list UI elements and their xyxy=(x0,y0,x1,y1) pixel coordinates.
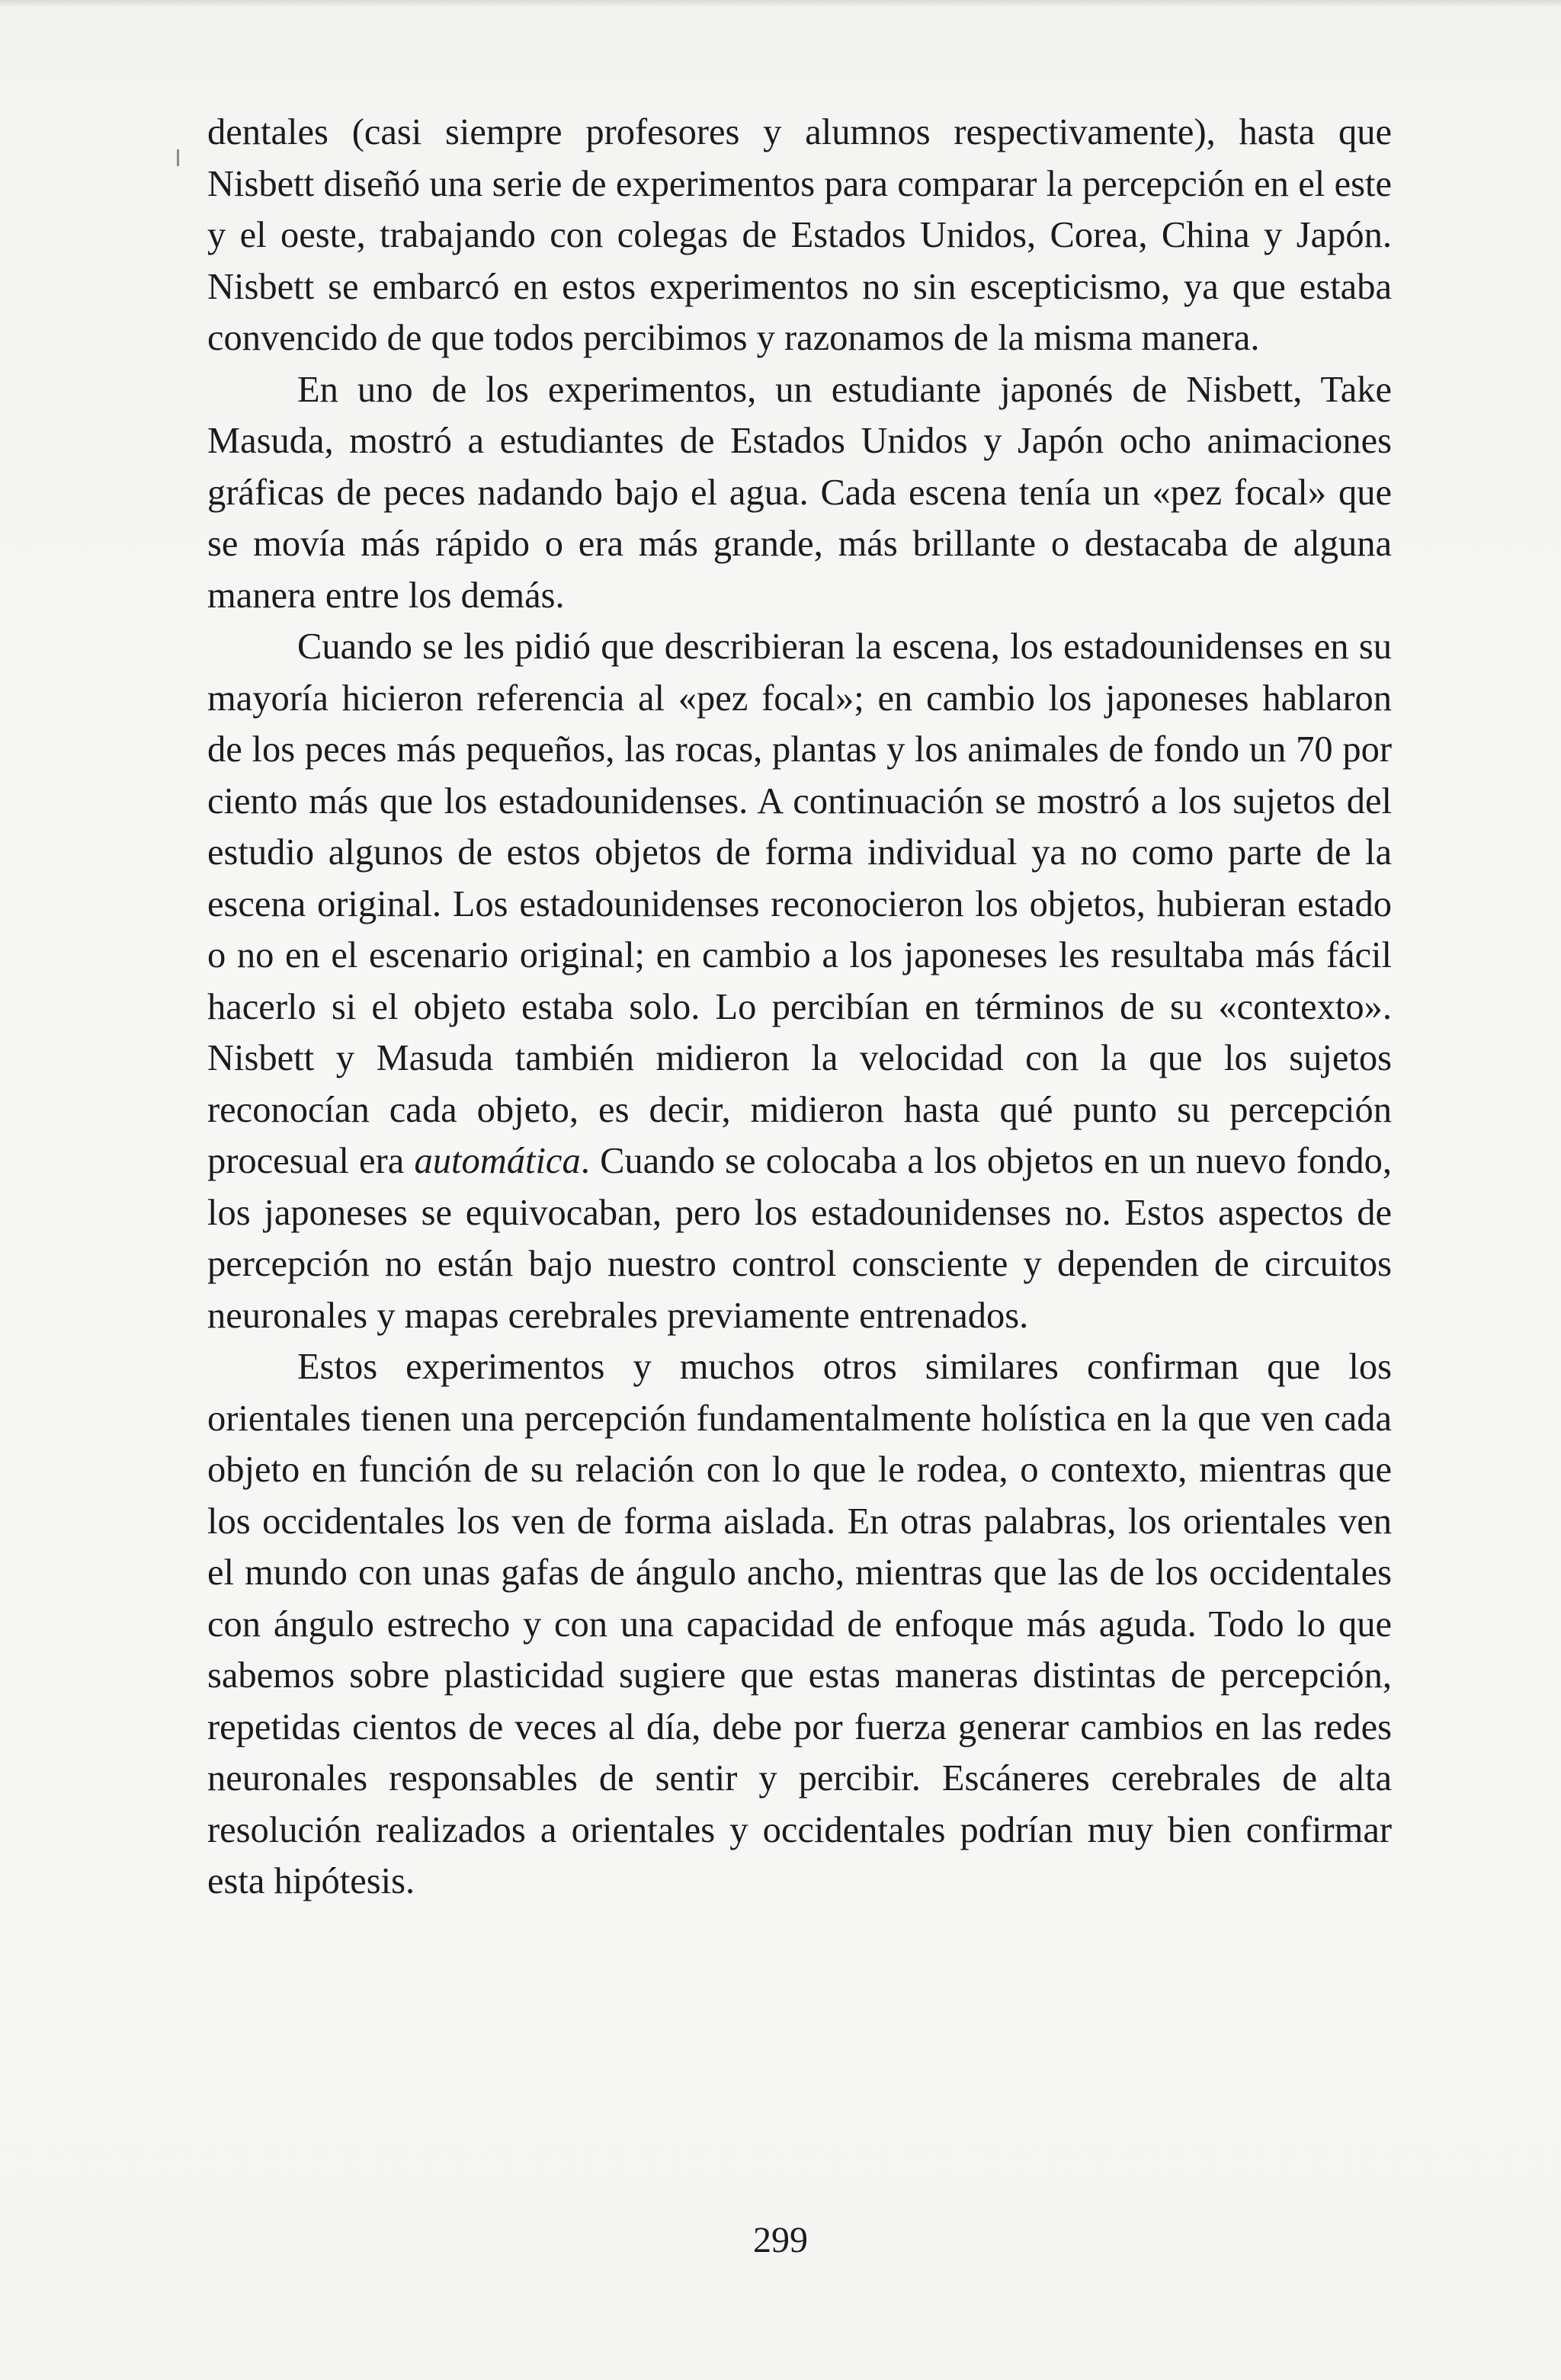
margin-mark xyxy=(177,149,179,166)
page-number: 299 xyxy=(753,2220,808,2260)
paragraph-2-text: En uno de los experimentos, un estudiante japonés de Nisbett, Take Masuda, mostró a estudiantes de Estados Unidos y Japón ocho animaciones gráficas de peces nadando bajo el agua. Cada escena tenía un «pez focal» que se movía más rápido o era más grande, más brillante o destacaba de alguna manera entre los demás. xyxy=(207,369,1392,616)
paragraph-4-text: Estos experimentos y muchos otros similares confirman que los orientales tienen una percepción fundamentalmente holística en la que ven cada objeto en función de su relación con lo que le rodea, o contexto, mientras que los occidentales los ven de forma aislada. En otras palabras, los orientales ven el mundo con unas gafas de ángulo ancho, mientras que las de los occidentales con ángulo estrecho y con una capacidad de enfoque más aguda. Todo lo que sabemos sobre plasticidad sugiere que estas maneras distintas de percepción, repetidas cientos de veces al día, debe por fuerza generar cambios en las redes neuronales responsables de sentir y percibir. Escáneres cerebrales de alta resolución realizados a orientales y occidentales podrían muy bien confirmar esta hipótesis. xyxy=(207,1347,1392,1901)
paragraph-1-text: dentales (casi siempre profesores y alumnos respectivamente), hasta que Nisbett diseñó una serie de experimentos para comparar la percepción en el este y el oeste, trabajando con colegas de Estados Unidos, Corea, China y Japón. Nisbett se embarcó en estos experimentos no sin escepticismo, ya que estaba convencido de que todos percibimos y razonamos de la misma manera. xyxy=(207,112,1392,358)
scan-top-edge xyxy=(0,0,1561,8)
paragraph-4 xyxy=(207,1341,1392,1908)
paragraph-3 xyxy=(207,621,1392,1341)
paragraph-2 xyxy=(207,364,1392,622)
paragraph-3-italic-term: automática xyxy=(414,1141,581,1181)
body-text xyxy=(207,107,1392,1908)
paragraph-1 xyxy=(207,107,1392,364)
paragraph-3-text-a: Cuando se les pidió que describieran la escena, los estadounidenses en su mayoría hicieron referencia al «pez focal»; en cambio los japoneses hablaron de los peces más pequeños, las rocas, plantas y los animales de fondo un 70 por ciento más que los estadounidenses. A continuación se mostró a los sujetos del estudio algunos de estos objetos de forma individual ya no como parte de la escena original. Los estadounidenses reconocieron los objetos, hubieran estado o no en el escenario original; en cambio a los japoneses les resultaba más fácil hacerlo si el objeto estaba solo. Lo percibían en términos de su «contexto». Nisbett y Masuda también midieron la velocidad con la que los sujetos reconocían cada objeto, es decir, midieron hasta qué punto su percepción procesual era xyxy=(207,626,1392,1181)
paragraph-3-text-b: . Cuando se colocaba a los objetos en un nuevo fondo, los japoneses se equivocaban, pero los estadounidenses no. Estos aspectos de percepción no están bajo nuestro control consciente y dependen de circuitos neuronales y mapas cerebrales previamente entrenados. xyxy=(207,1141,1392,1336)
